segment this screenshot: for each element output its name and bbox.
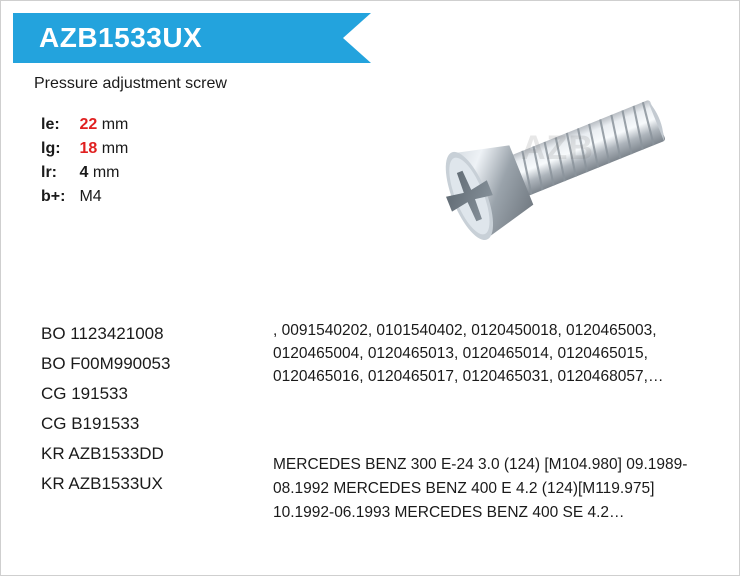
spec-value-lr (79, 161, 128, 185)
spec-number-lr: 4 (79, 164, 89, 181)
list-item: CG B191533 (41, 414, 140, 433)
spec-unit-lg: mm (101, 140, 129, 157)
countersunk-phillips-screw-icon (401, 73, 701, 253)
cross-reference-text: , 0091540202, 0101540402, 0120450018, 0120465003, 0120465004, 0120465013, 0120465014, 0120465015, 0120465016, 0120465017, 0120465031, 0120468057,… (273, 322, 664, 385)
spec-value-le (79, 113, 128, 137)
spec-unit-lr: mm (92, 164, 120, 181)
spec-value-lg (79, 137, 128, 161)
vehicle-application-text: MERCEDES BENZ 300 E-24 3.0 (124) [M104.980] 09.1989-08.1992 MERCEDES BENZ 400 E 4.2 (124)[M119.975] 10.1992-06.1993 MERCEDES BENZ 400 SE 4.2… (273, 456, 688, 521)
banner-arrow (343, 13, 371, 63)
spec-number-le: 22 (79, 116, 98, 133)
table-row (41, 113, 128, 137)
header-banner (13, 13, 371, 63)
table-row (41, 185, 128, 209)
spec-number-lg: 18 (79, 140, 98, 157)
list-item: BO F00M990053 (41, 354, 171, 373)
spec-table (41, 113, 128, 209)
spec-key-lr: lr: (41, 164, 57, 181)
spec-unit-le: mm (101, 116, 129, 133)
list-item: CG 191533 (41, 384, 128, 403)
spec-key-lg: lg: (41, 140, 61, 157)
table-row (41, 161, 128, 185)
oe-number-list (41, 319, 261, 499)
spec-key-le: le: (41, 116, 60, 133)
spec-number-bplus: M4 (79, 188, 102, 205)
list-item: KR AZB1533DD (41, 444, 164, 463)
product-description: Pressure adjustment screw (34, 75, 227, 92)
spec-value-bplus (79, 185, 128, 209)
product-image (401, 73, 701, 253)
table-row (41, 137, 128, 161)
page-title: AZB1533UX (39, 22, 203, 53)
spec-key-bplus: b+: (41, 188, 66, 205)
list-item: KR AZB1533UX (41, 474, 163, 493)
list-item: BO 1123421008 (41, 324, 164, 343)
